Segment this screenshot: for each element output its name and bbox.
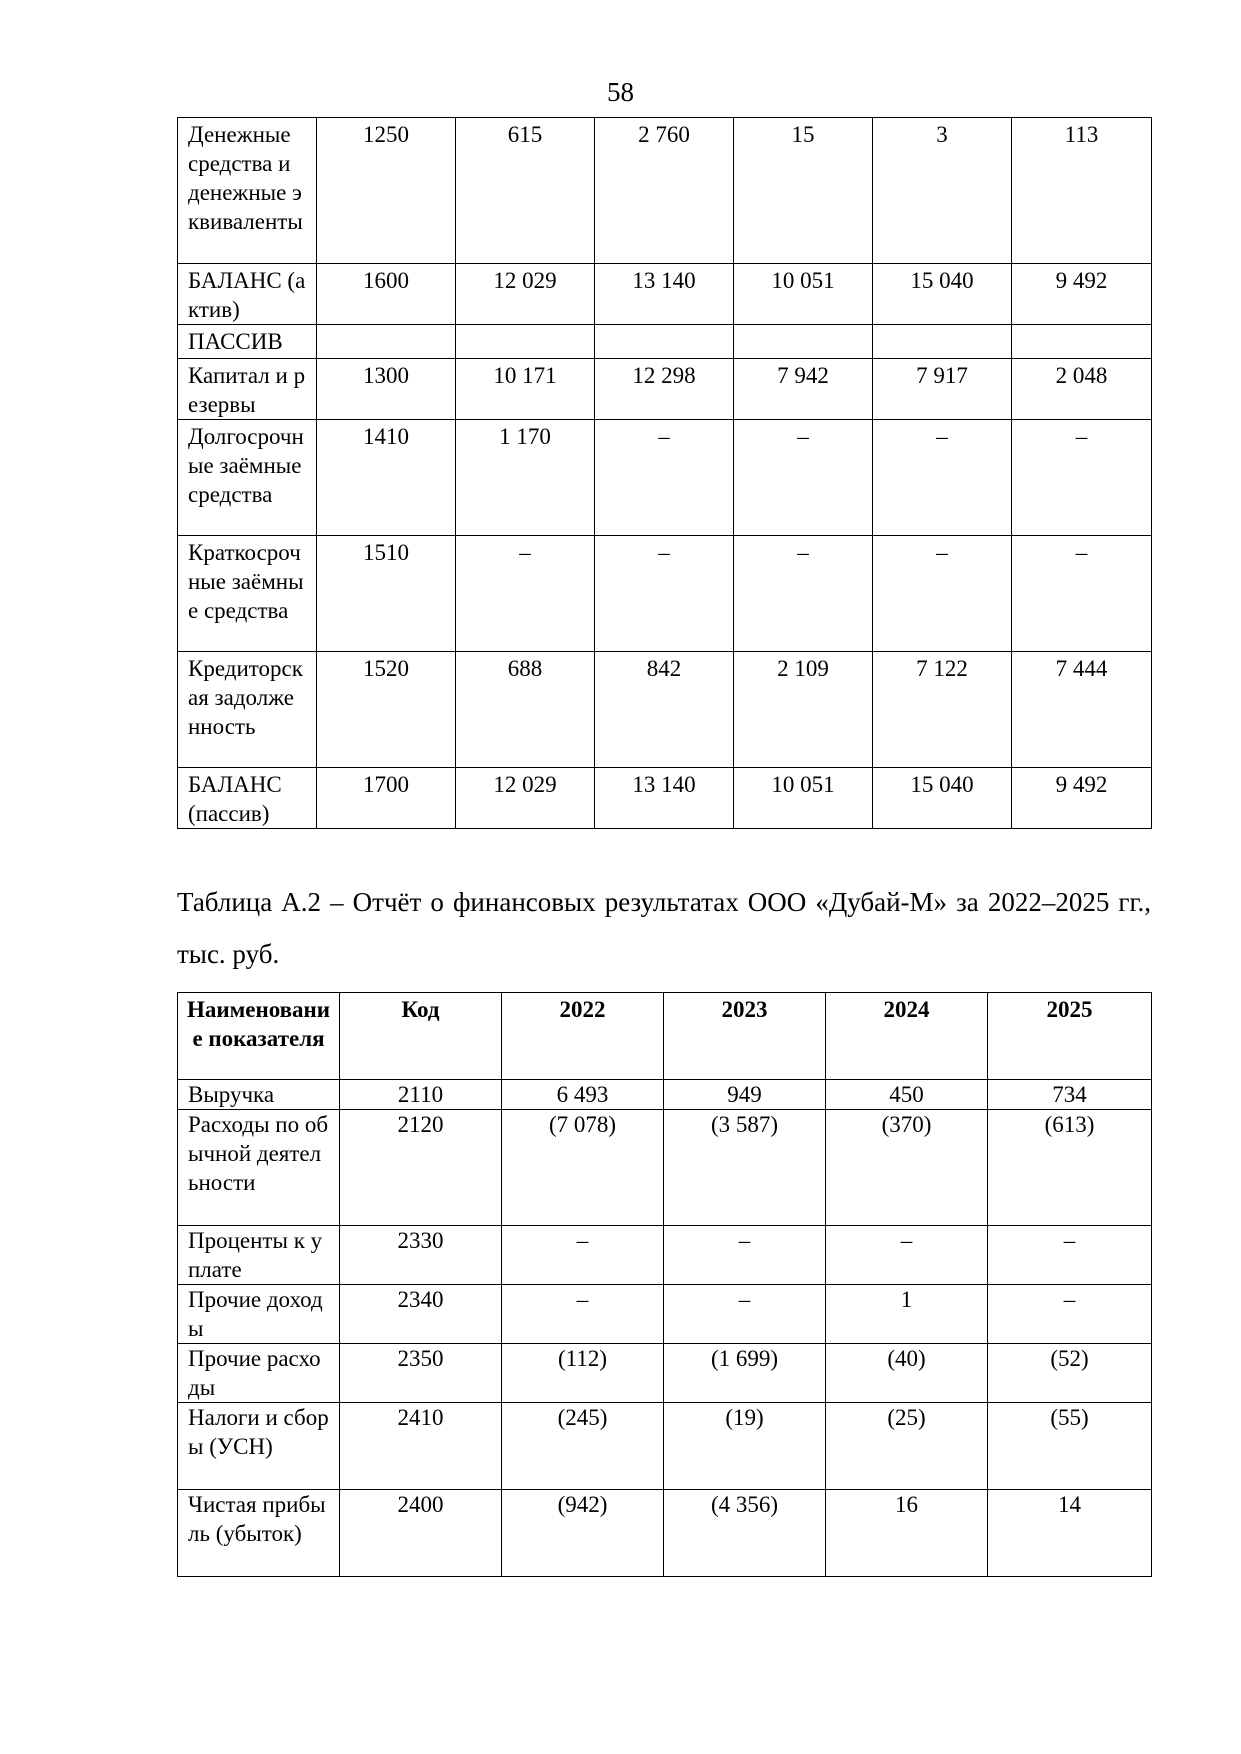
cell-value: (52) bbox=[988, 1344, 1152, 1403]
row-label: Прочие доходы bbox=[178, 1285, 340, 1344]
row-label: БАЛАНС (актив) bbox=[178, 264, 317, 325]
cell-value: (1 699) bbox=[664, 1344, 826, 1403]
table-row bbox=[178, 264, 1152, 325]
cell-value: – bbox=[988, 1285, 1152, 1344]
table-caption: Таблица А.2 – Отчёт о финансовых результатах ООО «Дубай-М» за 2022–2025 гг., тыс. руб. bbox=[177, 887, 1151, 969]
cell-value: 949 bbox=[664, 1080, 826, 1110]
cell-value bbox=[456, 325, 595, 359]
cell-value: (245) bbox=[502, 1403, 664, 1490]
table-row bbox=[178, 1080, 1152, 1110]
row-label: Денежные средства и денежные эквиваленты bbox=[178, 118, 317, 264]
page-number: 58 bbox=[607, 77, 634, 107]
cell-value: 3 bbox=[873, 118, 1012, 264]
header-row bbox=[178, 993, 1152, 1080]
row-label: Расходы по обычной деятельности bbox=[178, 1110, 340, 1226]
table-row bbox=[178, 768, 1152, 829]
table-row bbox=[178, 420, 1152, 536]
row-code: 2340 bbox=[340, 1285, 502, 1344]
column-header: Код bbox=[340, 993, 502, 1080]
table-row bbox=[178, 652, 1152, 768]
cell-value bbox=[873, 325, 1012, 359]
row-code bbox=[317, 325, 456, 359]
table-row bbox=[178, 1226, 1152, 1285]
cell-value: 14 bbox=[988, 1490, 1152, 1577]
cell-value: (112) bbox=[502, 1344, 664, 1403]
table-row bbox=[178, 1285, 1152, 1344]
row-code: 2350 bbox=[340, 1344, 502, 1403]
cell-value: 2 760 bbox=[595, 118, 734, 264]
row-label: Проценты к уплате bbox=[178, 1226, 340, 1285]
row-code: 1520 bbox=[317, 652, 456, 768]
column-header: Наименование показателя bbox=[178, 993, 340, 1080]
cell-value: – bbox=[664, 1226, 826, 1285]
row-code: 2120 bbox=[340, 1110, 502, 1226]
cell-value: 7 122 bbox=[873, 652, 1012, 768]
row-code: 1410 bbox=[317, 420, 456, 536]
table-row bbox=[178, 536, 1152, 652]
cell-value: 688 bbox=[456, 652, 595, 768]
cell-value: 734 bbox=[988, 1080, 1152, 1110]
row-label: Кредиторская задолженность bbox=[178, 652, 317, 768]
cell-value bbox=[595, 325, 734, 359]
column-header: 2022 bbox=[502, 993, 664, 1080]
table-row bbox=[178, 1403, 1152, 1490]
column-header: 2025 bbox=[988, 993, 1152, 1080]
cell-value: – bbox=[873, 420, 1012, 536]
table-row bbox=[178, 118, 1152, 264]
cell-value: – bbox=[502, 1226, 664, 1285]
cell-value: 450 bbox=[826, 1080, 988, 1110]
row-label: ПАССИВ bbox=[178, 325, 317, 359]
cell-value: 2 109 bbox=[734, 652, 873, 768]
row-code: 1700 bbox=[317, 768, 456, 829]
cell-value: – bbox=[456, 536, 595, 652]
row-code: 1300 bbox=[317, 359, 456, 420]
cell-value: – bbox=[1012, 420, 1152, 536]
row-label: Чистая прибыль (убыток) bbox=[178, 1490, 340, 1577]
cell-value: 10 051 bbox=[734, 768, 873, 829]
cell-value: 12 029 bbox=[456, 264, 595, 325]
cell-value: 9 492 bbox=[1012, 264, 1152, 325]
cell-value: – bbox=[734, 536, 873, 652]
cell-value: (613) bbox=[988, 1110, 1152, 1226]
cell-value bbox=[734, 325, 873, 359]
row-label: Долгосрочные заёмные средства bbox=[178, 420, 317, 536]
cell-value: 12 298 bbox=[595, 359, 734, 420]
column-header: 2024 bbox=[826, 993, 988, 1080]
row-label: Выручка bbox=[178, 1080, 340, 1110]
cell-value: 7 942 bbox=[734, 359, 873, 420]
cell-value: (40) bbox=[826, 1344, 988, 1403]
row-code: 1250 bbox=[317, 118, 456, 264]
table-row bbox=[178, 1490, 1152, 1577]
cell-value: 10 051 bbox=[734, 264, 873, 325]
cell-value: (3 587) bbox=[664, 1110, 826, 1226]
cell-value: – bbox=[826, 1226, 988, 1285]
cell-value: (7 078) bbox=[502, 1110, 664, 1226]
table-row bbox=[178, 359, 1152, 420]
cell-value: 9 492 bbox=[1012, 768, 1152, 829]
cell-value bbox=[1012, 325, 1152, 359]
cell-value: (942) bbox=[502, 1490, 664, 1577]
cell-value: – bbox=[664, 1285, 826, 1344]
cell-value: 15 bbox=[734, 118, 873, 264]
row-code: 2330 bbox=[340, 1226, 502, 1285]
cell-value: – bbox=[1012, 536, 1152, 652]
row-code: 1510 bbox=[317, 536, 456, 652]
financial-results-table bbox=[177, 992, 1152, 1577]
cell-value: 13 140 bbox=[595, 264, 734, 325]
cell-value: 15 040 bbox=[873, 768, 1012, 829]
cell-value: 1 bbox=[826, 1285, 988, 1344]
table-row bbox=[178, 1344, 1152, 1403]
table-row bbox=[178, 325, 1152, 359]
row-code: 2400 bbox=[340, 1490, 502, 1577]
row-label: Прочие расходы bbox=[178, 1344, 340, 1403]
cell-value: (25) bbox=[826, 1403, 988, 1490]
cell-value: – bbox=[595, 420, 734, 536]
cell-value: 2 048 bbox=[1012, 359, 1152, 420]
row-label: Налоги и сборы (УСН) bbox=[178, 1403, 340, 1490]
cell-value: – bbox=[502, 1285, 664, 1344]
row-label: Капитал и резервы bbox=[178, 359, 317, 420]
balance-sheet-table bbox=[177, 117, 1152, 829]
row-code: 1600 bbox=[317, 264, 456, 325]
row-label: Краткосрочные заёмные средства bbox=[178, 536, 317, 652]
cell-value: 7 444 bbox=[1012, 652, 1152, 768]
row-code: 2410 bbox=[340, 1403, 502, 1490]
cell-value: – bbox=[988, 1226, 1152, 1285]
cell-value: (19) bbox=[664, 1403, 826, 1490]
cell-value: 1 170 bbox=[456, 420, 595, 536]
cell-value: 13 140 bbox=[595, 768, 734, 829]
cell-value: 12 029 bbox=[456, 768, 595, 829]
cell-value: – bbox=[734, 420, 873, 536]
cell-value: – bbox=[873, 536, 1012, 652]
column-header: 2023 bbox=[664, 993, 826, 1080]
cell-value: (370) bbox=[826, 1110, 988, 1226]
cell-value: 615 bbox=[456, 118, 595, 264]
table-row bbox=[178, 1110, 1152, 1226]
cell-value: (4 356) bbox=[664, 1490, 826, 1577]
row-label: БАЛАНС (пассив) bbox=[178, 768, 317, 829]
cell-value: – bbox=[595, 536, 734, 652]
cell-value: 113 bbox=[1012, 118, 1152, 264]
cell-value: 15 040 bbox=[873, 264, 1012, 325]
cell-value: (55) bbox=[988, 1403, 1152, 1490]
cell-value: 842 bbox=[595, 652, 734, 768]
cell-value: 7 917 bbox=[873, 359, 1012, 420]
cell-value: 16 bbox=[826, 1490, 988, 1577]
cell-value: 10 171 bbox=[456, 359, 595, 420]
cell-value: 6 493 bbox=[502, 1080, 664, 1110]
row-code: 2110 bbox=[340, 1080, 502, 1110]
